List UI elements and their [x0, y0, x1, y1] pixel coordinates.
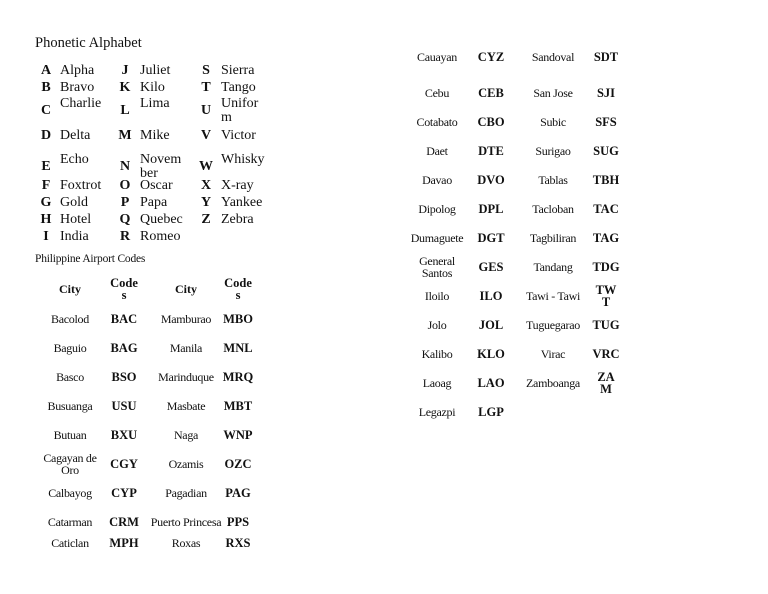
airport-code: MPH: [109, 536, 139, 550]
airport-city: Tawi - Tawi: [525, 288, 581, 303]
airport-codes-title: Philippine Airport Codes: [35, 253, 146, 265]
phonetic-letter: R: [119, 229, 131, 244]
airport-code: BXU: [110, 427, 138, 442]
airport-city: Butuan: [53, 427, 87, 442]
airport-code: JOL: [478, 317, 504, 332]
phonetic-letter: J: [121, 63, 129, 78]
phonetic-word: November: [140, 152, 182, 181]
airport-city: Sandoval: [531, 49, 575, 64]
airport-city: Masbate: [166, 398, 206, 413]
airport-code: BSO: [111, 369, 137, 384]
phonetic-letter: O: [119, 178, 131, 193]
phonetic-letter: X: [200, 178, 212, 193]
airport-code: CBO: [477, 114, 505, 129]
phonetic-letter: K: [119, 80, 131, 95]
phonetic-letter: V: [200, 128, 212, 143]
airport-city: Busuanga: [47, 398, 93, 413]
airport-code: SDT: [593, 49, 619, 64]
airport-code: PPS: [226, 514, 250, 529]
airport-city: Manila: [169, 340, 203, 355]
airport-city: Baguio: [53, 340, 87, 355]
phonetic-letter: Z: [201, 212, 211, 227]
airport-city: San Jose: [533, 85, 573, 100]
phonetic-letter: P: [120, 195, 130, 210]
phonetic-letter: M: [118, 128, 132, 143]
phonetic-word: Juliet: [140, 63, 171, 78]
phonetic-letter: A: [40, 63, 52, 78]
airport-city: Cebu: [424, 85, 450, 100]
airport-city: Roxas: [171, 536, 201, 550]
phonetic-word: Yankee: [221, 195, 263, 210]
phonetic-word: Lima: [140, 96, 170, 111]
airport-code: MBT: [223, 398, 253, 413]
airport-city: Cagayan de Oro: [43, 450, 97, 477]
phonetic-word: Zebra: [221, 212, 254, 227]
phonetic-word: Mike: [140, 128, 170, 143]
airport-city: Naga: [173, 427, 199, 442]
airport-city: Calbayog: [48, 485, 92, 500]
phonetic-letter: S: [202, 63, 210, 78]
airport-code: CYP: [111, 485, 137, 500]
airport-code: TBH: [592, 172, 620, 187]
airport-city: Laoag: [422, 375, 452, 390]
phonetic-letter: H: [40, 212, 52, 227]
airport-city: Pagadian: [165, 485, 207, 500]
airport-code: SFS: [595, 114, 617, 129]
airport-code: OZC: [224, 456, 252, 471]
airport-city: Marinduque: [158, 369, 214, 384]
airport-code: VRC: [592, 346, 620, 361]
phonetic-word: India: [60, 229, 89, 244]
phonetic-word: Charlie: [60, 96, 102, 111]
column-header-codes: Codes: [110, 276, 138, 302]
airport-code: MNL: [223, 340, 253, 355]
airport-code: CRM: [109, 514, 139, 529]
phonetic-word: Papa: [140, 195, 168, 210]
column-header-city: City: [59, 282, 81, 296]
airport-city: Subic: [540, 114, 566, 129]
airport-code: DTE: [478, 143, 504, 158]
airport-city: Catarman: [47, 514, 93, 529]
airport-city: Cotabato: [416, 114, 458, 129]
airport-city: Kalibo: [421, 346, 453, 361]
phonetic-letter: L: [120, 103, 130, 118]
phonetic-letter: Y: [200, 195, 212, 210]
phonetic-word: Quebec: [140, 212, 183, 227]
phonetic-word: Romeo: [140, 229, 181, 244]
airport-city: Zamboanga: [526, 375, 580, 390]
airport-city: Legazpi: [418, 404, 456, 419]
airport-city: Puerto Princesa: [150, 514, 222, 529]
phonetic-letter: W: [199, 159, 213, 174]
phonetic-word: Sierra: [221, 63, 255, 78]
phonetic-alphabet-title: Phonetic Alphabet: [35, 35, 142, 51]
phonetic-word: Bravo: [60, 80, 95, 95]
airport-code: DVO: [477, 172, 505, 187]
phonetic-word: Echo: [60, 152, 89, 167]
airport-city: Dumaguete: [410, 230, 464, 245]
phonetic-word: Tango: [221, 80, 256, 95]
phonetic-letter: N: [119, 159, 131, 174]
phonetic-letter: I: [43, 229, 49, 244]
airport-code: LAO: [477, 375, 505, 390]
phonetic-word: Alpha: [60, 63, 95, 78]
airport-code: TUG: [592, 317, 620, 332]
phonetic-letter: D: [40, 128, 52, 143]
airport-city: Mamburao: [160, 311, 212, 326]
airport-city: Daet: [426, 143, 448, 158]
airport-city: Virac: [540, 346, 566, 361]
airport-code: SJI: [596, 85, 616, 100]
airport-city: Iloilo: [424, 288, 450, 303]
airport-code: USU: [111, 398, 137, 413]
airport-code: ZAM: [597, 369, 615, 396]
airport-city: Tablas: [538, 172, 568, 187]
airport-city: Dipolog: [418, 201, 456, 216]
airport-code: ILO: [479, 288, 503, 303]
airport-city: Basco: [56, 369, 84, 384]
phonetic-word: Gold: [60, 195, 88, 210]
phonetic-letter: T: [201, 80, 211, 95]
airport-code: TDG: [592, 259, 620, 274]
phonetic-letter: G: [40, 195, 52, 210]
airport-code: CEB: [478, 85, 504, 100]
phonetic-word: Foxtrot: [60, 178, 102, 193]
phonetic-letter: Q: [119, 212, 131, 227]
phonetic-word: Victor: [221, 128, 256, 143]
phonetic-letter: F: [41, 178, 51, 193]
phonetic-letter: B: [41, 80, 51, 95]
phonetic-word: X-ray: [221, 178, 254, 193]
airport-code: WNP: [223, 427, 253, 442]
airport-city: Ozamis: [168, 456, 204, 471]
airport-code: GES: [478, 259, 504, 274]
airport-code: LGP: [478, 404, 504, 419]
airport-code: SUG: [593, 143, 619, 158]
airport-code: DPL: [478, 201, 504, 216]
phonetic-letter: U: [200, 103, 212, 118]
phonetic-word: Whisky: [221, 152, 265, 167]
airport-city: General Santos: [419, 253, 455, 280]
phonetic-word: Kilo: [140, 80, 165, 95]
airport-city: Jolo: [427, 317, 447, 332]
airport-code: BAC: [110, 311, 138, 326]
airport-city: Davao: [422, 172, 452, 187]
airport-city: Bacolod: [51, 311, 89, 326]
column-header-city: City: [175, 282, 197, 296]
airport-city: Tuguegarao: [526, 317, 580, 332]
airport-code: KLO: [477, 346, 505, 361]
airport-code: MBO: [223, 311, 253, 326]
airport-code: MRQ: [222, 369, 254, 384]
airport-code: TWT: [595, 282, 617, 309]
airport-city: Tandang: [533, 259, 573, 274]
airport-code: BAG: [110, 340, 138, 355]
airport-city: Tacloban: [532, 201, 574, 216]
phonetic-letter: C: [40, 103, 52, 118]
airport-code: CGY: [110, 456, 138, 471]
airport-code: PAG: [225, 485, 251, 500]
airport-city: Surigao: [535, 143, 571, 158]
phonetic-letter: E: [41, 159, 51, 174]
phonetic-word: Oscar: [140, 178, 173, 193]
airport-code: TAC: [593, 201, 619, 216]
phonetic-word: Hotel: [60, 212, 92, 227]
airport-code: TAG: [592, 230, 620, 245]
airport-code: DGT: [477, 230, 505, 245]
phonetic-word: Delta: [60, 128, 91, 143]
phonetic-word: Uniform: [221, 96, 259, 125]
airport-city: Cauayan: [417, 49, 457, 64]
airport-city: Tagbiliran: [529, 230, 577, 245]
airport-code: CYZ: [477, 49, 505, 64]
airport-city: Caticlan: [51, 536, 89, 550]
airport-code: RXS: [225, 536, 251, 550]
column-header-codes: Codes: [224, 276, 252, 302]
